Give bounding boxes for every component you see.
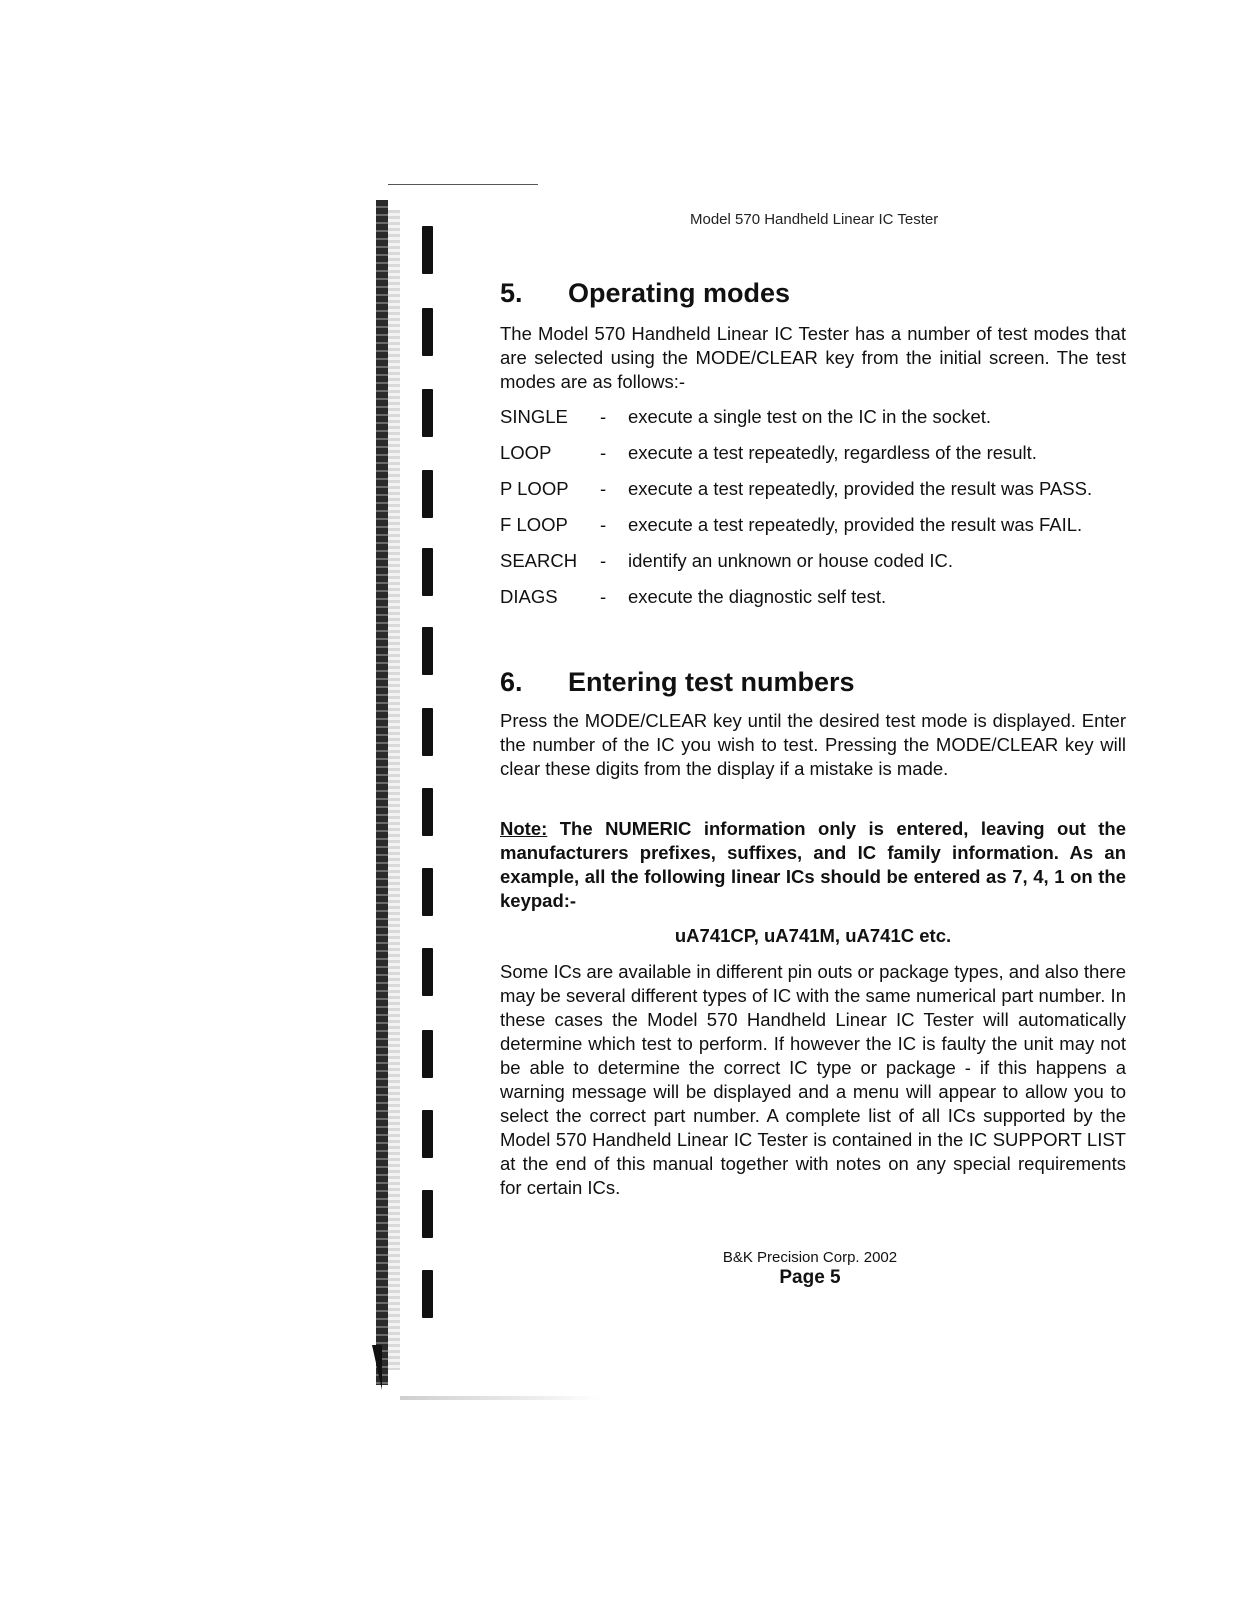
binding-hole	[422, 1030, 433, 1078]
mode-dash: -	[600, 514, 607, 535]
mode-item-single	[500, 405, 1126, 429]
note-block	[500, 817, 1126, 913]
binding-hole	[422, 226, 433, 274]
section-6-para-1-block	[500, 709, 1126, 781]
binding-hole	[422, 708, 433, 756]
mode-description: execute a single test on the IC in the socket.	[628, 406, 992, 427]
binding-hole	[422, 548, 433, 596]
mode-description: execute a test repeatedly, provided the result was PASS.	[628, 478, 1093, 499]
mode-item-f-loop	[500, 513, 1126, 537]
scan-top-rule	[388, 184, 538, 185]
section-6-title: Entering test numbers	[568, 667, 855, 697]
mode-list	[500, 405, 1126, 621]
section-5-number: 5.	[500, 278, 523, 308]
binding-hole	[422, 948, 433, 996]
binding-hole	[422, 389, 433, 437]
binding-hole	[422, 1110, 433, 1158]
mode-name: SEARCH	[500, 550, 578, 571]
note-paragraph	[500, 817, 1126, 913]
example-part-numbers: uA741CP, uA741M, uA741C etc.	[674, 925, 952, 946]
binding-spine-tail	[372, 1345, 382, 1390]
section-6-para-1: Press the MODE/CLEAR key until the desired test mode is displayed. Enter the number of the IC you wish to test. Pressing the MODE/CLEAR key will clear these digits from the display if a mistake is made.	[500, 710, 1126, 779]
binding-hole	[422, 470, 433, 518]
mode-item-p-loop	[500, 477, 1126, 501]
mode-item-search	[500, 549, 1126, 573]
binding-hole	[422, 308, 433, 356]
mode-dash: -	[600, 586, 607, 607]
note-text: The NUMERIC information only is entered, leaving out the manufacturers prefixes, suffixes, and IC family information. As an example, all the following linear ICs should be entered as 7, 4, 1 on the keypad:-	[500, 818, 1126, 911]
mode-dash: -	[600, 406, 607, 427]
mode-item-loop	[500, 441, 1126, 465]
binding-spine	[376, 200, 388, 1385]
mode-description: execute a test repeatedly, provided the result was FAIL.	[628, 514, 1083, 535]
binding-hole	[422, 788, 433, 836]
mode-dash: -	[600, 550, 607, 571]
mode-description: execute a test repeatedly, regardless of the result.	[628, 442, 1037, 463]
page-number: Page 5	[779, 1267, 841, 1288]
binding-hole	[422, 1190, 433, 1238]
section-6-number: 6.	[500, 667, 523, 697]
section-5-intro: The Model 570 Handheld Linear IC Tester has a number of test modes that are selected using the MODE/CLEAR key from the initial screen. The test modes are as follows:-	[500, 323, 1126, 392]
section-6-heading	[500, 666, 855, 698]
mode-name: SINGLE	[500, 406, 568, 427]
section-6-para-2-block	[500, 960, 1126, 1200]
binding-hole	[422, 1270, 433, 1318]
mode-dash: -	[600, 478, 607, 499]
binding-hole	[422, 627, 433, 675]
binding-shadow	[388, 210, 400, 1370]
mode-name: F LOOP	[500, 514, 568, 535]
mode-item-diags	[500, 585, 1126, 609]
mode-name: LOOP	[500, 442, 552, 463]
running-head: Model 570 Handheld Linear IC Tester	[690, 211, 939, 228]
section-5-heading	[500, 277, 790, 309]
mode-dash: -	[600, 442, 607, 463]
mode-name: P LOOP	[500, 478, 569, 499]
scan-bottom-smudge	[400, 1396, 600, 1400]
mode-description: identify an unknown or house coded IC.	[628, 550, 953, 571]
footer-copyright: B&K Precision Corp. 2002	[722, 1249, 898, 1266]
section-5-title: Operating modes	[568, 278, 791, 308]
note-label: Note:	[500, 818, 548, 839]
binding-hole	[422, 868, 433, 916]
section-5-intro-block	[500, 322, 1126, 394]
mode-name: DIAGS	[500, 586, 558, 607]
section-6-para-2: Some ICs are available in different pin outs or package types, and also there may be several different types of IC with the same numerical part number. In these cases the Model 570 Handheld Linear IC Tester will automatically determine which test to perform. If however the IC is faulty the unit may not be able to determine the correct IC type or package - if this happens a warning message will be displayed and a menu will appear to allow you to select the correct part number. A complete list of all ICs supported by the Model 570 Handheld Linear IC Tester is contained in the IC SUPPORT LIST at the end of this manual together with notes on any special requirements for certain ICs.	[500, 961, 1126, 1198]
mode-description: execute the diagnostic self test.	[628, 586, 887, 607]
